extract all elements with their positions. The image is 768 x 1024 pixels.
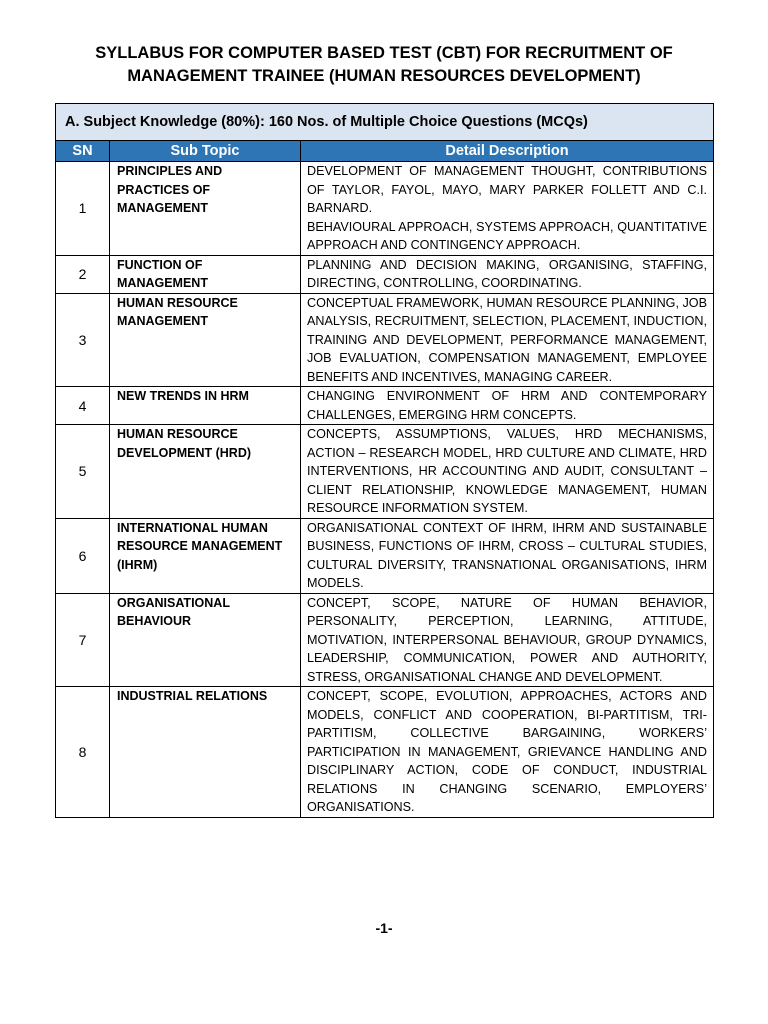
document-title xyxy=(40,42,728,88)
table-row xyxy=(56,293,714,387)
description-paragraph: CHANGING ENVIRONMENT OF HRM AND CONTEMPORARY CHALLENGES, EMERGING HRM CONCEPTS. xyxy=(307,389,707,422)
description-paragraph: CONCEPT, SCOPE, NATURE OF HUMAN BEHAVIOR, PERSONALITY, PERCEPTION, LEARNING, ATTITUDE, MOTIVATION, INTERPERSONAL BEHAVIOUR, GROUP DYNAMICS, LEADERSHIP, COMMUNICATION, POWER AND AUTHORITY, STRESS, ORGANISATIONAL CHANGE AND DEVELOPMENT. xyxy=(307,595,707,684)
row-sn: 8 xyxy=(56,687,110,818)
row-sn: 2 xyxy=(56,255,110,293)
section-heading: A. Subject Knowledge (80%): 160 Nos. of Multiple Choice Questions (MCQs) xyxy=(56,104,714,141)
row-description xyxy=(301,162,714,256)
row-topic: FUNCTION OF MANAGEMENT xyxy=(110,255,301,293)
row-sn: 5 xyxy=(56,425,110,519)
description-paragraph: CONCEPTS, ASSUMPTIONS, VALUES, HRD MECHANISMS, ACTION – RESEARCH MODEL, HRD CULTURE AND CLIMATE, HRD INTERVENTIONS, HR ACCOUNTING AND AUDIT, CONSULTANT – CLIENT RELATIONSHIP, KNOWLEDGE MANAGEMENT, HUMAN RESOURCE INFORMATION SYSTEM. xyxy=(307,427,707,515)
description-paragraph: BEHAVIOURAL APPROACH, SYSTEMS APPROACH, QUANTITATIVE APPROACH AND CONTINGENCY APPROACH. xyxy=(307,219,707,252)
row-description xyxy=(301,255,714,293)
table-row xyxy=(56,387,714,425)
description-paragraph: PLANNING AND DECISION MAKING, ORGANISING, STAFFING, DIRECTING, CONTROLLING, COORDINATING. xyxy=(307,257,707,290)
page-number: -1- xyxy=(375,920,393,936)
table-row xyxy=(56,425,714,519)
row-description xyxy=(301,687,714,818)
row-topic: NEW TRENDS IN HRM xyxy=(110,387,301,425)
row-sn: 6 xyxy=(56,518,110,593)
description-paragraph: CONCEPTUAL FRAMEWORK, HUMAN RESOURCE PLANNING, JOB ANALYSIS, RECRUITMENT, SELECTION, PLACEMENT, INDUCTION, TRAINING AND DEVELOPMENT, PERFORMANCE MANAGEMENT, JOB EVALUATION, COMPENSATION MANAGEMENT, EMPLOYEE BENEFITS AND INCENTIVES, MANAGING CAREER. xyxy=(307,295,707,384)
table-row xyxy=(56,162,714,256)
description-paragraph: CONCEPT, SCOPE, EVOLUTION, APPROACHES, ACTORS AND MODELS, CONFLICT AND COOPERATION, BI-PARTITISM, TRI-PARTITISM, COLLECTIVE BARGAINING, WORKERS’ PARTICIPATION IN MANAGEMENT, GRIEVANCE HANDLING AND DISCIPLINARY ACTION, CODE OF CONDUCT, INDUSTRIAL RELATIONS IN CHANGING SCENARIO, EMPLOYERS’ ORGANISATIONS. xyxy=(307,689,707,814)
row-description xyxy=(301,425,714,519)
syllabus-table xyxy=(55,103,714,818)
row-sn: 3 xyxy=(56,293,110,387)
row-description xyxy=(301,387,714,425)
title-line-2: MANAGEMENT TRAINEE (HUMAN RESOURCES DEVELOPMENT) xyxy=(127,67,641,85)
column-header-sn: SN xyxy=(56,141,110,162)
description-paragraph: DEVELOPMENT OF MANAGEMENT THOUGHT, CONTRIBUTIONS OF TAYLOR, FAYOL, MAYO, MARY PARKER FOLLETT AND C.I. BARNARD. xyxy=(307,164,707,215)
row-sn: 7 xyxy=(56,593,110,687)
row-topic: INTERNATIONAL HUMAN RESOURCE MANAGEMENT (IHRM) xyxy=(110,518,301,593)
table-row xyxy=(56,593,714,687)
description-paragraph: ORGANISATIONAL CONTEXT OF IHRM, IHRM AND SUSTAINABLE BUSINESS, FUNCTIONS OF IHRM, CROSS – CULTURAL STUDIES, CULTURAL DIVERSITY, TRANSNATIONAL ORGANISATIONS, IHRM MODELS. xyxy=(307,520,707,590)
row-topic: ORGANISATIONAL BEHAVIOUR xyxy=(110,593,301,687)
column-header-row xyxy=(56,141,714,162)
row-topic: HUMAN RESOURCE MANAGEMENT xyxy=(110,293,301,387)
table-row xyxy=(56,255,714,293)
row-description xyxy=(301,518,714,593)
section-heading-row xyxy=(56,104,714,141)
row-topic: PRINCIPLES AND PRACTICES OF MANAGEMENT xyxy=(110,162,301,256)
column-header-sub-topic: Sub Topic xyxy=(110,141,301,162)
row-description xyxy=(301,593,714,687)
table-row xyxy=(56,518,714,593)
row-topic: HUMAN RESOURCE DEVELOPMENT (HRD) xyxy=(110,425,301,519)
row-sn: 4 xyxy=(56,387,110,425)
column-header-detail-description: Detail Description xyxy=(301,141,714,162)
title-line-1: SYLLABUS FOR COMPUTER BASED TEST (CBT) FOR RECRUITMENT OF xyxy=(95,44,673,62)
row-topic: INDUSTRIAL RELATIONS xyxy=(110,687,301,818)
table-row xyxy=(56,687,714,818)
row-description xyxy=(301,293,714,387)
row-sn: 1 xyxy=(56,162,110,256)
